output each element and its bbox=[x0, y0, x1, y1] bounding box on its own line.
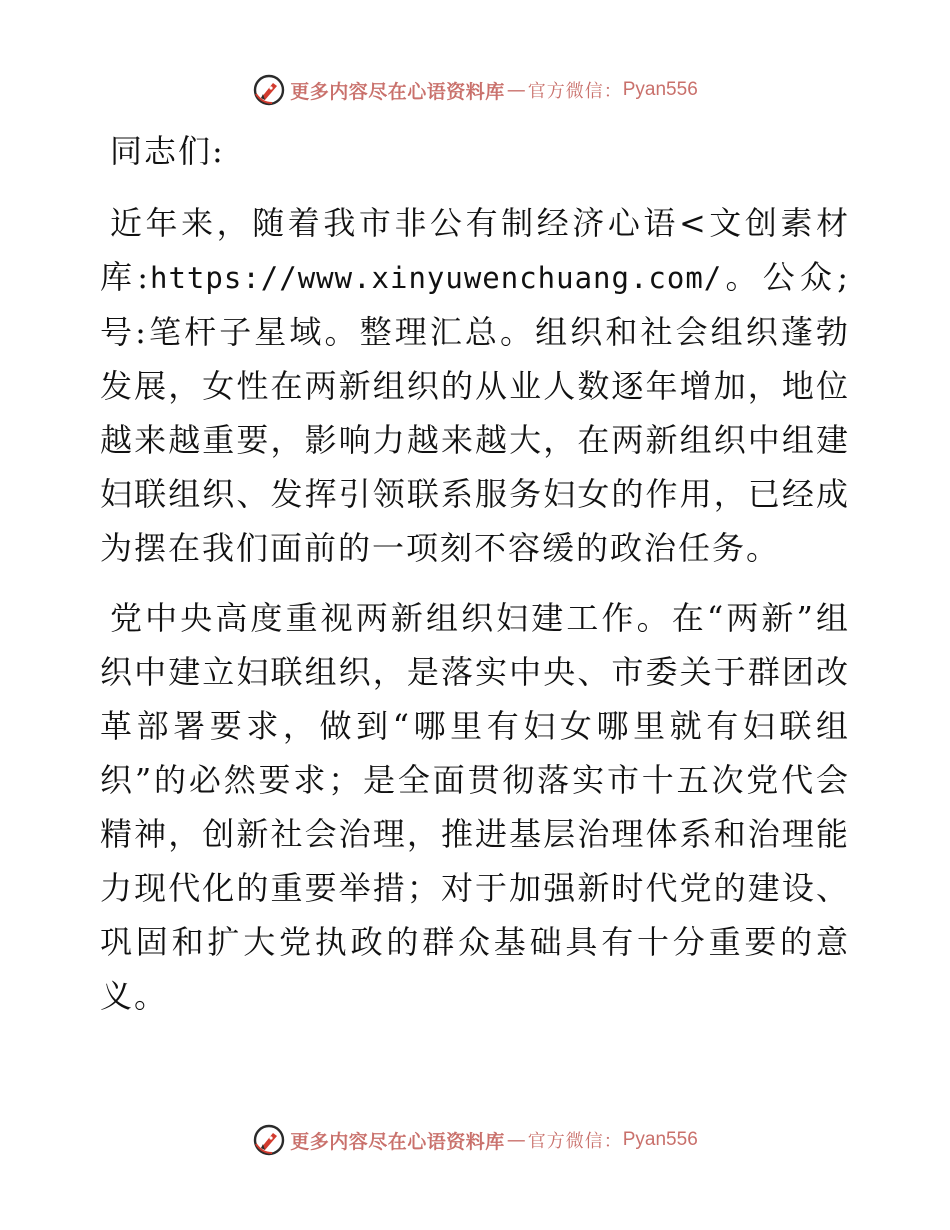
paragraph-1-text-a: 近年来，随着我市非公有制经济心语<文创素材库: bbox=[100, 204, 850, 296]
header-wechat-label: 官方微信： bbox=[527, 81, 623, 102]
pen-nib-logo-icon bbox=[252, 73, 286, 107]
header-wechat-account: Pyan556 bbox=[622, 79, 698, 100]
paragraph-1-text-b: 。公众;号:笔杆子星域。整理汇总。组织和社会组织蓬勃发展，女性在两新组织的从业人数逐年增加，地位越来越重要，影响力越来越大，在两新组织中组建妇联组织、发挥引领联系服务妇女的作用，已经成为摆在我们面前的一项刻不容缓的政治任务。 bbox=[100, 258, 850, 567]
pen-nib-logo-icon bbox=[252, 1123, 286, 1157]
paragraph-1-url: https://www.xinyuwenchuang.com/ bbox=[150, 261, 723, 295]
document-body bbox=[100, 124, 850, 1039]
footer-brand: 更多内容尽在心语资料库 bbox=[290, 1130, 505, 1153]
footer-wechat-label: 官方微信： bbox=[527, 1131, 623, 1152]
footer-wechat-account: Pyan556 bbox=[622, 1129, 698, 1150]
header-banner bbox=[0, 70, 950, 110]
header-separator: — bbox=[506, 79, 526, 101]
paragraph-1 bbox=[100, 196, 850, 575]
greeting: 同志们: bbox=[110, 132, 225, 170]
footer-banner bbox=[0, 1120, 950, 1160]
paragraph-2: 党中央高度重视两新组织妇建工作。在“两新”组织中建立妇联组织，是落实中央、市委关于群团改革部署要求，做到“哪里有妇女哪里就有妇联组织”的必然要求；是全面贯彻落实市十五次党代会精神，创新社会治理，推进基层治理体系和治理能力现代化的重要举措；对于加强新时代党的建设、巩固和扩大党执政的群众基础具有十分重要的意义。 bbox=[100, 599, 850, 1015]
header-brand: 更多内容尽在心语资料库 bbox=[290, 80, 505, 103]
footer-separator: — bbox=[506, 1129, 526, 1151]
